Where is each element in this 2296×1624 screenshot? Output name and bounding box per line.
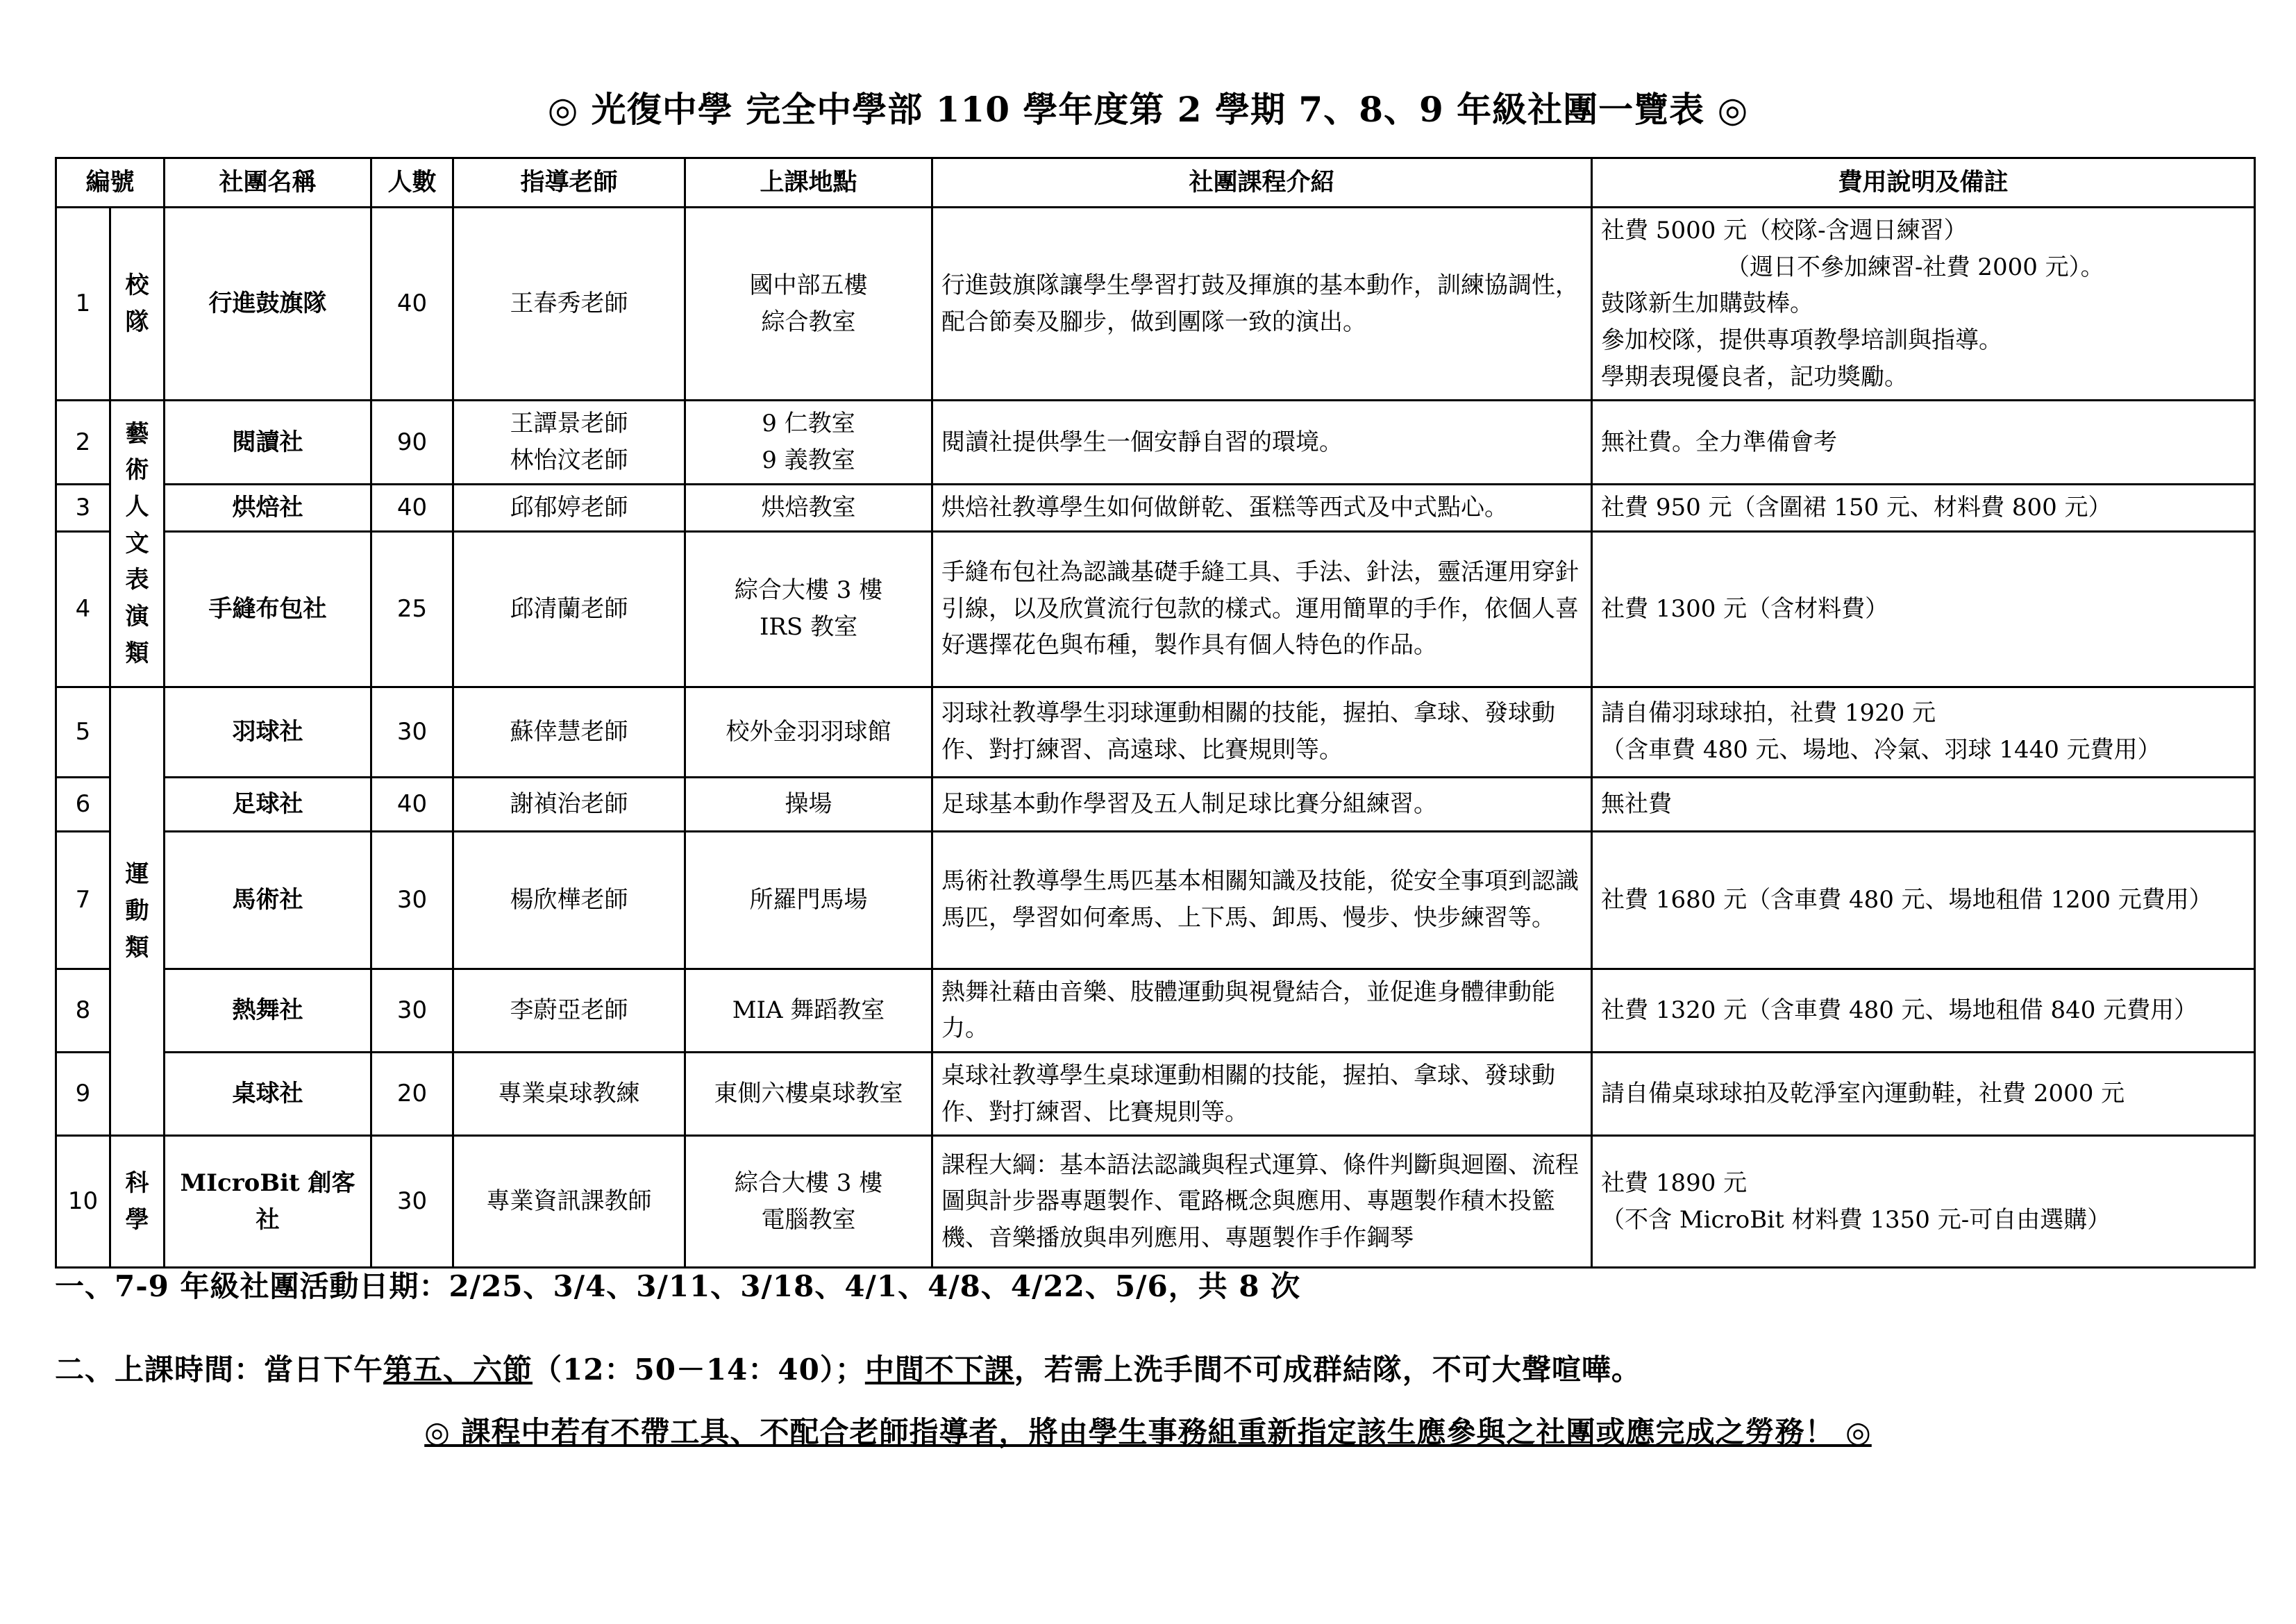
category-char: 隊 — [125, 308, 149, 336]
note-time-part: （12：50－14：40）； — [533, 1353, 865, 1387]
location-line: 電腦教室 — [761, 1205, 856, 1234]
club-location — [685, 831, 932, 969]
club-count: 30 — [371, 969, 453, 1052]
fee-line: 參加校隊，提供專項教學培訓與指導。 — [1601, 326, 2003, 355]
location-line: 9 仁教室 — [762, 410, 855, 438]
club-teacher — [453, 777, 685, 831]
club-fee — [1592, 1136, 2255, 1268]
category-char: 類 — [125, 639, 149, 667]
club-fee — [1592, 777, 2255, 831]
fee-line: （週日不參加練習-社費 2000 元）。 — [1726, 253, 2104, 281]
club-fee — [1592, 969, 2255, 1052]
row-number: 1 — [56, 208, 110, 401]
club-name: MIcroBit 創客社 — [165, 1136, 371, 1268]
location-line: 烘焙教室 — [761, 493, 856, 521]
club-location — [685, 484, 932, 531]
fee-line: 社費 1300 元（含材料費） — [1601, 594, 1889, 623]
fee-line: （不含 MicroBit 材料費 1350 元-可自由選購） — [1601, 1205, 2111, 1234]
club-teacher — [453, 401, 685, 484]
club-intro: 行進鼓旗隊讓學生學習打鼓及揮旗的基本動作，訓練協調性，配合節奏及腳步，做到團隊一致的演出。 — [932, 208, 1592, 401]
category-char: 運 — [125, 860, 149, 889]
fee-line: 社費 1890 元 — [1601, 1169, 1748, 1198]
club-location — [685, 777, 932, 831]
club-name: 桌球社 — [165, 1052, 371, 1135]
final-warning: ◎ 課程中若有不帶工具、不配合老師指導者，將由學生事務組重新指定該生應參與之社團或應完成之勞務！ ◎ — [424, 1415, 1872, 1449]
category-sports — [110, 687, 165, 1136]
teacher-name: 王春秀老師 — [510, 290, 628, 318]
table-header-row — [56, 158, 2255, 208]
club-intro: 烘焙社教導學生如何做餅乾、蛋糕等西式及中式點心。 — [932, 484, 1592, 531]
header-intro: 社團課程介紹 — [932, 158, 1592, 208]
table-row — [56, 208, 2255, 401]
header-club-name: 社團名稱 — [165, 158, 371, 208]
category-char: 文 — [125, 529, 149, 558]
table-row — [56, 531, 2255, 687]
category-char: 表 — [125, 566, 149, 594]
fee-line: 社費 950 元（含圍裙 150 元、材料費 800 元） — [1601, 493, 2112, 521]
row-number: 9 — [56, 1052, 110, 1135]
note-time-part: 二、上課時間：當日下午 — [55, 1353, 384, 1387]
row-number: 4 — [56, 531, 110, 687]
club-name: 足球社 — [165, 777, 371, 831]
fee-line: 鼓隊新生加購鼓棒。 — [1601, 290, 1814, 318]
table-row — [56, 1052, 2255, 1135]
row-number: 3 — [56, 484, 110, 531]
club-intro: 閱讀社提供學生一個安靜自習的環境。 — [932, 401, 1592, 484]
table-row — [56, 401, 2255, 484]
club-count: 20 — [371, 1052, 453, 1135]
teacher-name: 楊欣樺老師 — [510, 885, 628, 914]
teacher-name: 林怡汶老師 — [510, 446, 628, 475]
location-line: 國中部五樓 — [749, 271, 868, 300]
teacher-name: 謝禎治老師 — [510, 789, 628, 818]
table-row — [56, 831, 2255, 969]
club-location — [685, 1136, 932, 1268]
header-teacher: 指導老師 — [453, 158, 685, 208]
teacher-name: 邱清蘭老師 — [510, 594, 628, 623]
club-intro: 馬術社教導學生馬匹基本相關知識及技能，從安全事項到認識馬匹，學習如何牽馬、上下馬、卸馬、慢步、快步練習等。 — [932, 831, 1592, 969]
location-line: 所羅門馬場 — [749, 885, 868, 914]
header-number: 編號 — [56, 158, 165, 208]
club-intro: 課程大綱：基本語法認識與程式運算、條件判斷與迴圈、流程圖與計步器專題製作、電路概念與應用、專題製作積木投籃機、音樂播放與串列應用、專題製作手作鋼琴 — [932, 1136, 1592, 1268]
fee-line: 學期表現優良者，記功獎勵。 — [1601, 362, 1909, 391]
club-teacher — [453, 484, 685, 531]
table-row — [56, 484, 2255, 531]
club-location — [685, 208, 932, 401]
row-number: 6 — [56, 777, 110, 831]
location-line: MIA 舞蹈教室 — [732, 996, 885, 1024]
category-char: 校 — [125, 271, 149, 300]
table-row — [56, 687, 2255, 777]
club-location — [685, 531, 932, 687]
club-count: 25 — [371, 531, 453, 687]
category-char: 類 — [125, 933, 149, 962]
header-count: 人數 — [371, 158, 453, 208]
note-no-break: 中間不下課 — [864, 1353, 1014, 1387]
location-line: 9 義教室 — [762, 446, 855, 475]
club-name: 羽球社 — [165, 687, 371, 777]
header-fee: 費用說明及備註 — [1592, 158, 2255, 208]
fee-line: 無社費 — [1601, 789, 1673, 818]
note-dates: 一、7-9 年級社團活動日期：2/25、3/4、3/11、3/18、4/1、4/8、4/22、5/6，共 8 次 — [55, 1269, 1301, 1303]
club-name: 閱讀社 — [165, 401, 371, 484]
club-count: 30 — [371, 687, 453, 777]
location-line: IRS 教室 — [759, 613, 858, 641]
row-number: 2 — [56, 401, 110, 484]
club-location — [685, 687, 932, 777]
club-teacher — [453, 969, 685, 1052]
club-location — [685, 401, 932, 484]
category-char: 科 — [125, 1169, 149, 1198]
row-number: 8 — [56, 969, 110, 1052]
teacher-name: 邱郁婷老師 — [510, 493, 628, 521]
category-school-team — [110, 208, 165, 401]
club-location — [685, 1052, 932, 1135]
club-count: 40 — [371, 484, 453, 531]
teacher-name: 蘇倖慧老師 — [510, 717, 628, 746]
fee-line: 請自備羽球球拍，社費 1920 元 — [1601, 699, 1936, 728]
fee-line: （含車費 480 元、場地、冷氣、羽球 1440 元費用） — [1601, 736, 2161, 764]
teacher-name: 專業資訊課教師 — [486, 1187, 652, 1216]
category-char: 演 — [125, 603, 149, 630]
club-intro: 手縫布包社為認識基礎手縫工具、手法、針法，靈活運用穿針引線，以及欣賞流行包款的樣式。運用簡單的手作，依個人喜好選擇花色與布種，製作具有個人特色的作品。 — [932, 531, 1592, 687]
fee-line: 社費 1320 元（含車費 480 元、場地租借 840 元費用） — [1601, 996, 2198, 1024]
category-char: 學 — [125, 1205, 149, 1234]
row-number: 5 — [56, 687, 110, 777]
club-fee — [1592, 687, 2255, 777]
location-line: 操場 — [785, 789, 832, 818]
club-teacher — [453, 831, 685, 969]
club-fee — [1592, 831, 2255, 969]
fee-line: 社費 5000 元（校隊-含週日練習） — [1601, 217, 1968, 244]
fee-line: 請自備桌球球拍及乾淨室內運動鞋，社費 2000 元 — [1601, 1080, 2125, 1108]
club-teacher — [453, 1052, 685, 1135]
row-number: 10 — [56, 1136, 110, 1268]
teacher-name: 專業桌球教練 — [498, 1080, 640, 1108]
club-table — [55, 157, 2256, 1269]
club-count: 30 — [371, 831, 453, 969]
category-char: 術 — [125, 456, 149, 485]
fee-line: 社費 1680 元（含車費 480 元、場地租借 1200 元費用） — [1601, 885, 2213, 914]
location-line: 校外金羽羽球館 — [726, 717, 891, 746]
table-row — [56, 1136, 2255, 1268]
club-name: 烘焙社 — [165, 484, 371, 531]
club-count: 90 — [371, 401, 453, 484]
row-number: 7 — [56, 831, 110, 969]
header-location: 上課地點 — [685, 158, 932, 208]
location-line: 東側六樓桌球教室 — [714, 1080, 903, 1108]
club-intro: 足球基本動作學習及五人制足球比賽分組練習。 — [932, 777, 1592, 831]
club-count: 40 — [371, 777, 453, 831]
club-teacher — [453, 687, 685, 777]
note-time-periods: 第五、六節 — [383, 1353, 533, 1387]
club-name: 熱舞社 — [165, 969, 371, 1052]
teacher-name: 王譚景老師 — [510, 410, 628, 438]
club-location — [685, 969, 932, 1052]
club-count: 30 — [371, 1136, 453, 1268]
club-teacher — [453, 208, 685, 401]
club-intro: 熱舞社藉由音樂、肢體運動與視覺結合，並促進身體律動能力。 — [932, 969, 1592, 1052]
club-fee — [1592, 531, 2255, 687]
location-line: 綜合大樓 3 樓 — [734, 576, 883, 605]
club-teacher — [453, 531, 685, 687]
note-class-time — [55, 1347, 1641, 1389]
category-arts — [110, 401, 165, 687]
club-fee — [1592, 401, 2255, 484]
category-science — [110, 1136, 165, 1268]
location-line: 綜合大樓 3 樓 — [734, 1169, 883, 1198]
club-name: 行進鼓旗隊 — [165, 208, 371, 401]
club-count: 40 — [371, 208, 453, 401]
page-title: ◎ 光復中學 完全中學部 110 學年度第 2 學期 7、8、9 年級社團一覽表 ◎ — [547, 89, 1749, 130]
club-fee — [1592, 208, 2255, 401]
club-intro: 羽球社教導學生羽球運動相關的技能，握拍、拿球、發球動作、對打練習、高遠球、比賽規則等。 — [932, 687, 1592, 777]
teacher-name: 李蔚亞老師 — [510, 996, 628, 1024]
club-fee — [1592, 484, 2255, 531]
club-name: 手縫布包社 — [165, 531, 371, 687]
note-time-part: ，若需上洗手間不可成群結隊，不可大聲喧嘩。 — [1014, 1353, 1641, 1387]
club-name: 馬術社 — [165, 831, 371, 969]
club-intro: 桌球社教導學生桌球運動相關的技能，握拍、拿球、發球動作、對打練習、比賽規則等。 — [932, 1052, 1592, 1135]
table-row — [56, 969, 2255, 1052]
table-row — [56, 777, 2255, 831]
club-teacher — [453, 1136, 685, 1268]
club-fee — [1592, 1052, 2255, 1135]
category-char: 人 — [125, 492, 149, 521]
category-char: 藝 — [125, 419, 149, 448]
fee-line: 無社費。全力準備會考 — [1601, 428, 1838, 456]
location-line: 綜合教室 — [761, 308, 856, 336]
category-char: 動 — [125, 897, 149, 926]
